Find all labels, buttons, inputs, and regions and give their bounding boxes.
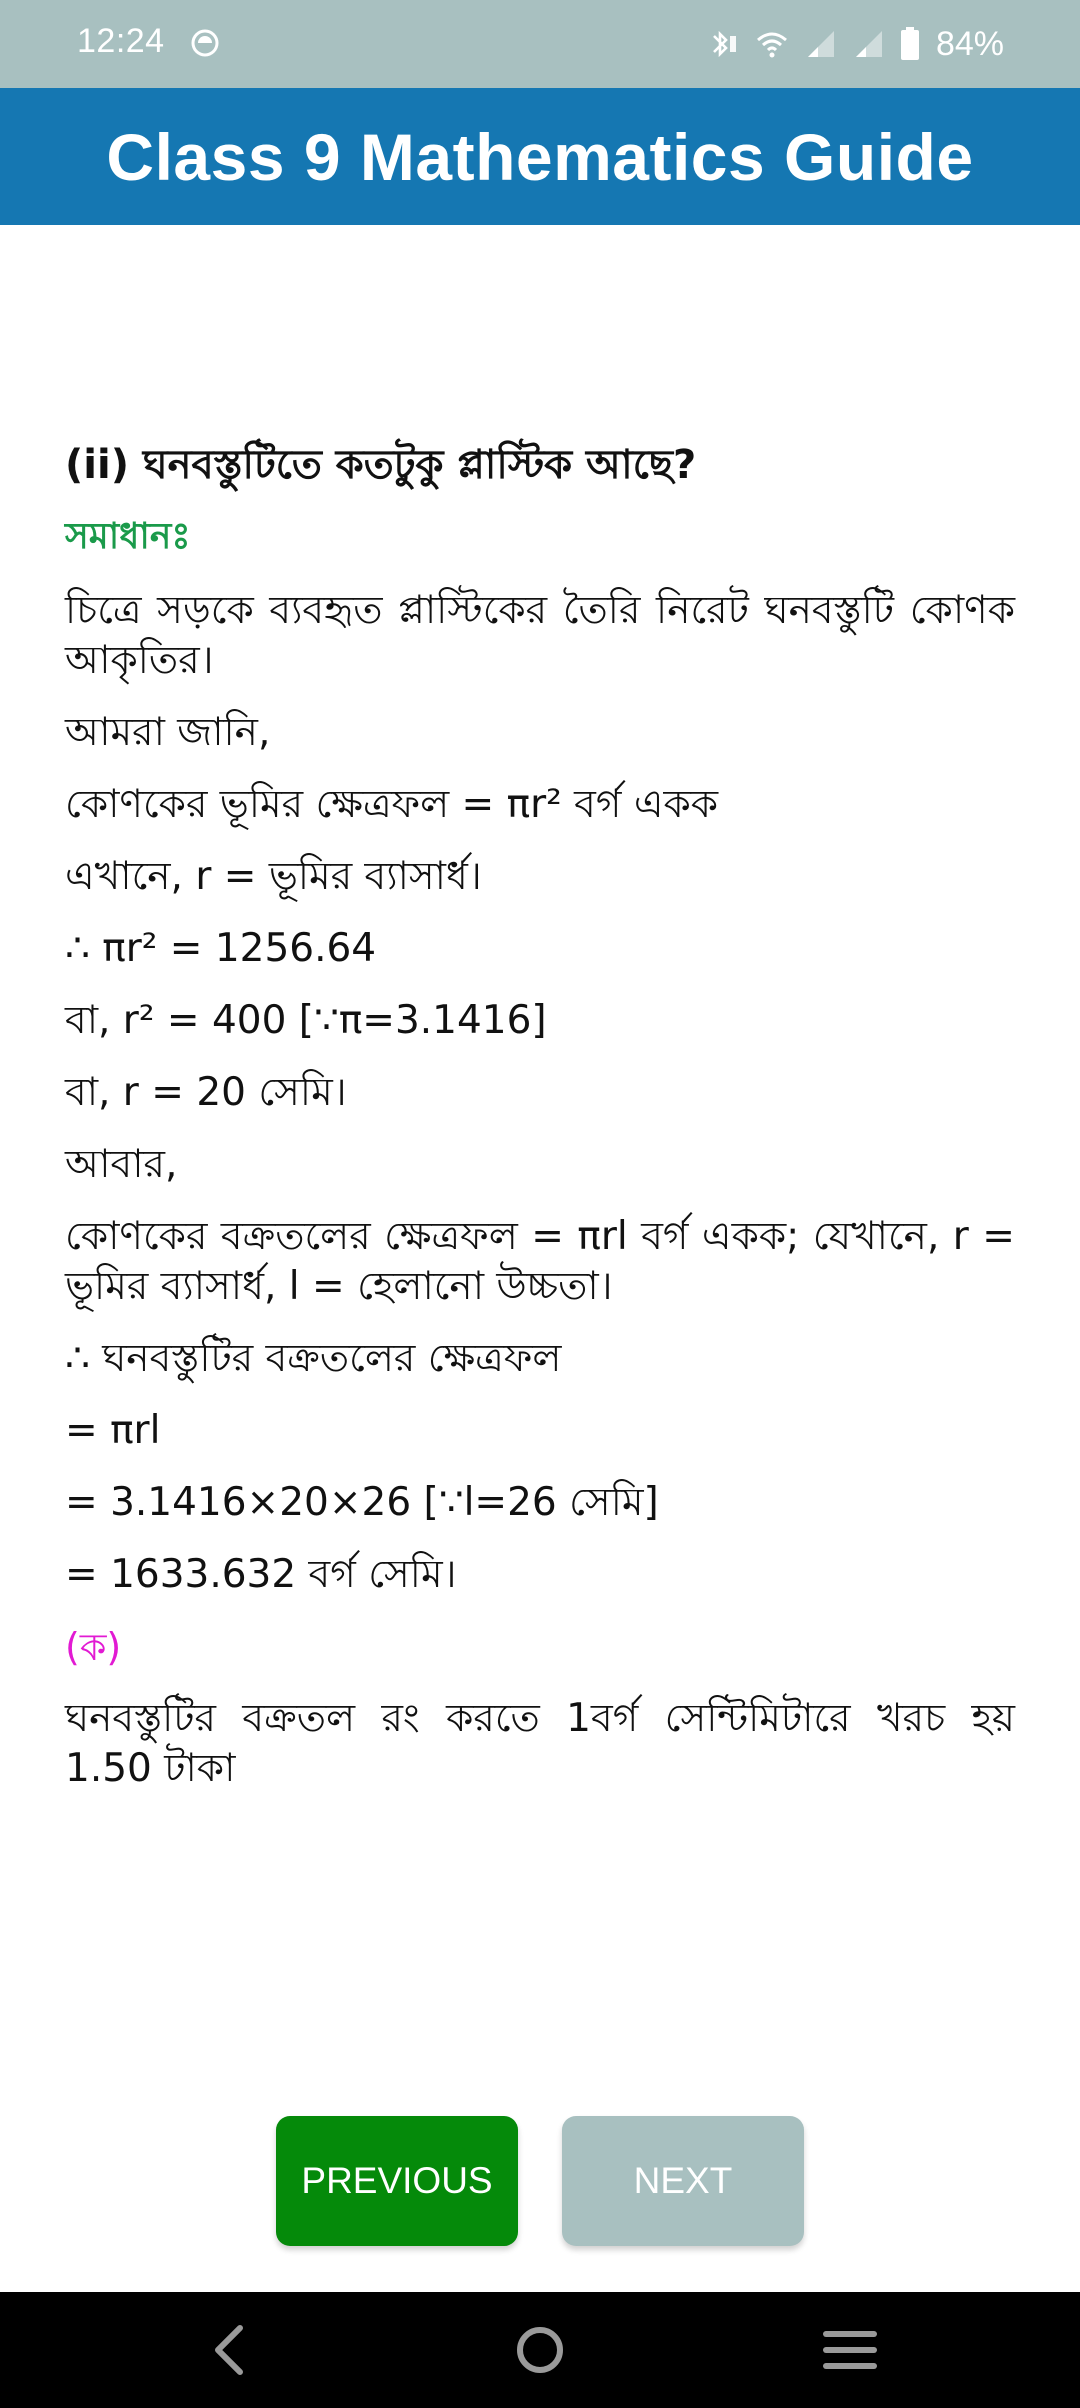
solution-line: বা, r = 20 সেমি। <box>65 1070 347 1115</box>
previous-button-label: PREVIOUS <box>301 2160 493 2201</box>
solution-line: ∴ πr² = 1256.64 <box>65 926 377 971</box>
solution-line: এখানে, r = ভূমির ব্যাসার্ধ। <box>65 854 482 899</box>
solution-line: কোণকের বক্রতলের ক্ষেত্রফল = πrl বর্গ একক; যেখানে, r = ভূমির ব্যাসার্ধ, l = হেলানো উচ্চতা। <box>65 1214 1015 1309</box>
status-icons <box>704 20 1004 68</box>
app-bar <box>0 88 1080 225</box>
battery-icon <box>900 26 920 62</box>
final-paragraph: ঘনবস্তুটির বক্রতল রং করতে 1বর্গ সেন্টিমিটারে খরচ হয় 1.50 টাকা <box>65 1696 1015 1791</box>
signal-icon-1 <box>804 27 838 61</box>
recents-icon[interactable] <box>810 2292 890 2408</box>
signal-icon-2 <box>852 27 886 61</box>
system-nav-bar <box>0 2292 1080 2408</box>
battery-percentage: 84% <box>935 24 1004 63</box>
wifi-icon <box>754 26 790 62</box>
app-notification-icon <box>190 28 220 58</box>
solution-label: সমাধানঃ <box>65 516 191 557</box>
solution-line: = πrl <box>65 1408 161 1453</box>
next-button-label: NEXT <box>633 2160 733 2201</box>
solution-line: = 3.1416×20×26 [∵l=26 সেমি] <box>65 1480 659 1525</box>
solution-line: বা, r² = 400 [∵π=3.1416] <box>65 998 547 1043</box>
status-bar <box>0 0 1080 88</box>
previous-button[interactable] <box>276 2116 518 2246</box>
back-icon[interactable] <box>190 2292 270 2408</box>
solution-line: = 1633.632 বর্গ সেমি। <box>65 1552 457 1597</box>
status-time: 12:24 <box>77 22 165 60</box>
question-heading: (ii) ঘনবস্তুটিতে কতটুকু প্লাস্টিক আছে? <box>65 442 697 488</box>
solution-line: আবার, <box>65 1142 178 1187</box>
solution-line: ∴ ঘনবস্তুটির বক্রতলের ক্ষেত্রফল <box>65 1336 562 1381</box>
next-button[interactable] <box>562 2116 804 2246</box>
content-area <box>65 440 1015 1816</box>
home-icon[interactable] <box>500 2292 580 2408</box>
solution-line: চিত্রে সড়কে ব্যবহৃত প্লাস্টিকের তৈরি নিরেট ঘনবস্তুটি কোণক আকৃতির। <box>65 588 1015 683</box>
section-label: (ক) <box>65 1625 122 1669</box>
bluetooth-vibrate-icon <box>704 26 740 62</box>
solution-line: কোণকের ভূমির ক্ষেত্রফল = πr² বর্গ একক <box>65 782 719 827</box>
app-title: Class 9 Mathematics Guide <box>106 119 974 194</box>
solution-line: আমরা জানি, <box>65 710 271 755</box>
